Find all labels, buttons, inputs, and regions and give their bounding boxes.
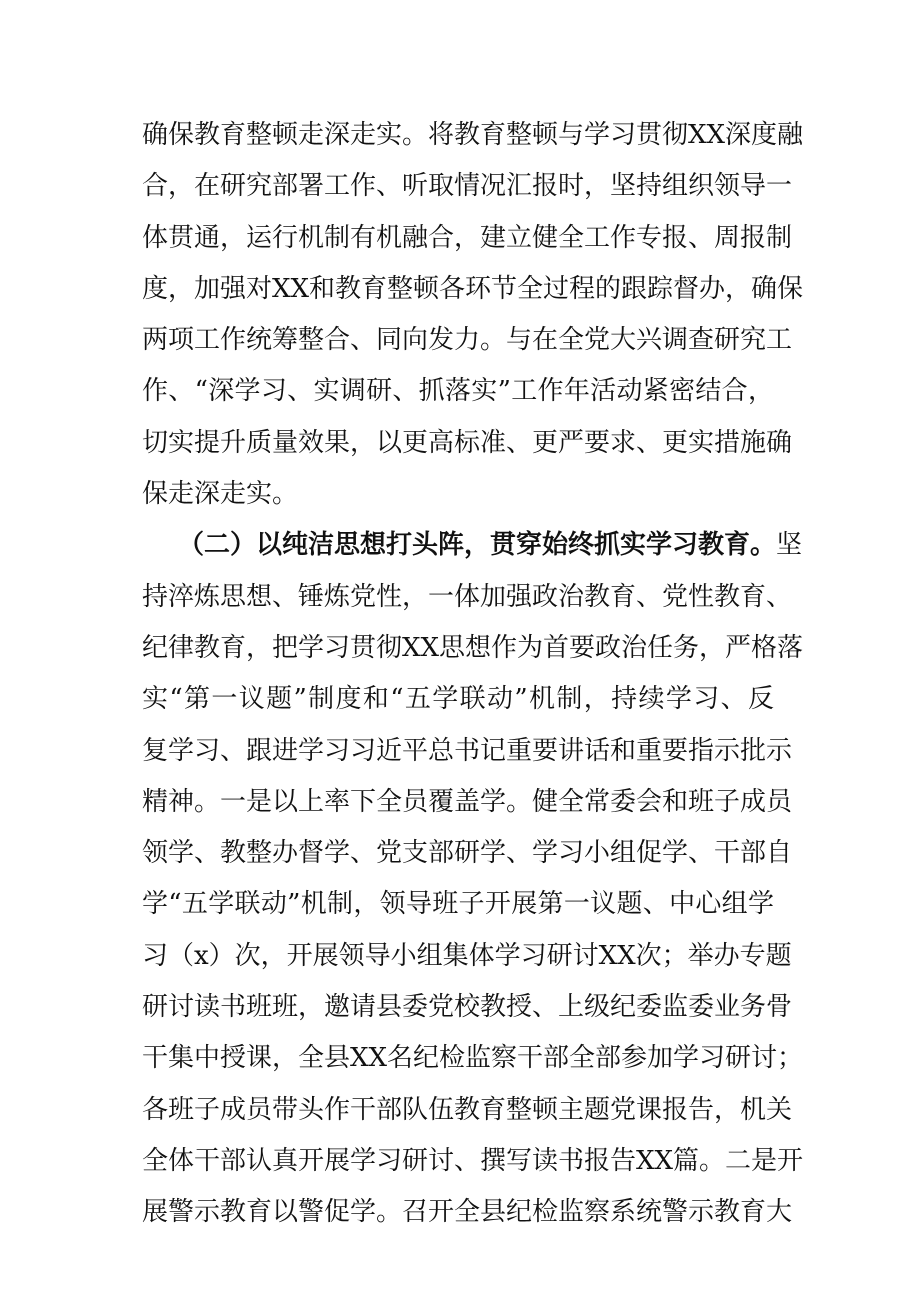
paragraph-1 (142, 110, 804, 520)
paragraph-line: 干集中授课，全县XX名纪检监察干部全部参加学习研讨； (142, 1043, 804, 1074)
section-heading-line (142, 520, 803, 571)
paragraph-line: 展警示教育以警促学。召开全县纪检监察系统警示教育大 (142, 1197, 793, 1228)
paragraph-2 (142, 520, 804, 1238)
paragraph-line: 复学习、跟进学习习近平总书记重要讲话和重要指示批示 (142, 735, 793, 766)
paragraph-line: 两项工作统筹整合、同向发力。与在全党大兴调查研究工 (142, 325, 793, 356)
paragraph-line: 确保教育整顿走深走实。将教育整顿与学习贯彻XX深度融 (142, 120, 804, 150)
paragraph-line: 全体干部认真开展学习研讨、撰写读书报告XX篇。二是开 (142, 1145, 804, 1176)
paragraph-line: 持淬炼思想、锤炼党性，一体加强政治教育、党性教育、 (142, 581, 793, 612)
paragraph-line: 领学、教整办督学、党支部研学、学习小组促学、干部自 (142, 838, 793, 869)
section-heading-tail: 坚 (776, 530, 803, 561)
paragraph-line: 合，在研究部署工作、听取情况汇报时，坚持组织领导一 (142, 171, 793, 202)
paragraph-line: 体贯通，运行机制有机融合，建立健全工作专报、周报制 (142, 222, 793, 253)
paragraph-line: 习（x）次，开展领导小组集体学习研讨XX次；举办专题 (142, 940, 792, 971)
paragraph-line: 度，加强对XX和教育整顿各环节全过程的跟踪督办，确保 (142, 273, 804, 304)
paragraph-line-last: 保走深走实。 (142, 479, 299, 510)
section-heading: （二）以纯洁思想打头阵，贯穿始终抓实学习教育。 (178, 530, 777, 561)
paragraph-line: 各班子成员带头作干部队伍教育整顿主题党课报告，机关 (142, 1094, 793, 1125)
paragraph-line: 纪律教育，把学习贯彻XX思想作为首要政治任务，严格落 (142, 632, 804, 663)
paragraph-line: 学“五学联动”机制，领导班子开展第一议题、中心组学 (142, 889, 774, 920)
paragraph-line: 精神。一是以上率下全员覆盖学。健全常委会和班子成员 (142, 786, 793, 817)
paragraph-line: 作、“深学习、实调研、抓落实”工作年活动紧密结合， (142, 376, 774, 407)
paragraph-line: 切实提升质量效果，以更高标准、更严要求、更实措施确 (142, 427, 793, 458)
paragraph-line: 研讨读书班班，邀请县委党校教授、上级纪委监委业务骨 (142, 992, 793, 1023)
paragraph-line: 实“第一议题”制度和“五学联动”机制，持续学习、反 (142, 684, 774, 715)
document-body (142, 110, 804, 1239)
